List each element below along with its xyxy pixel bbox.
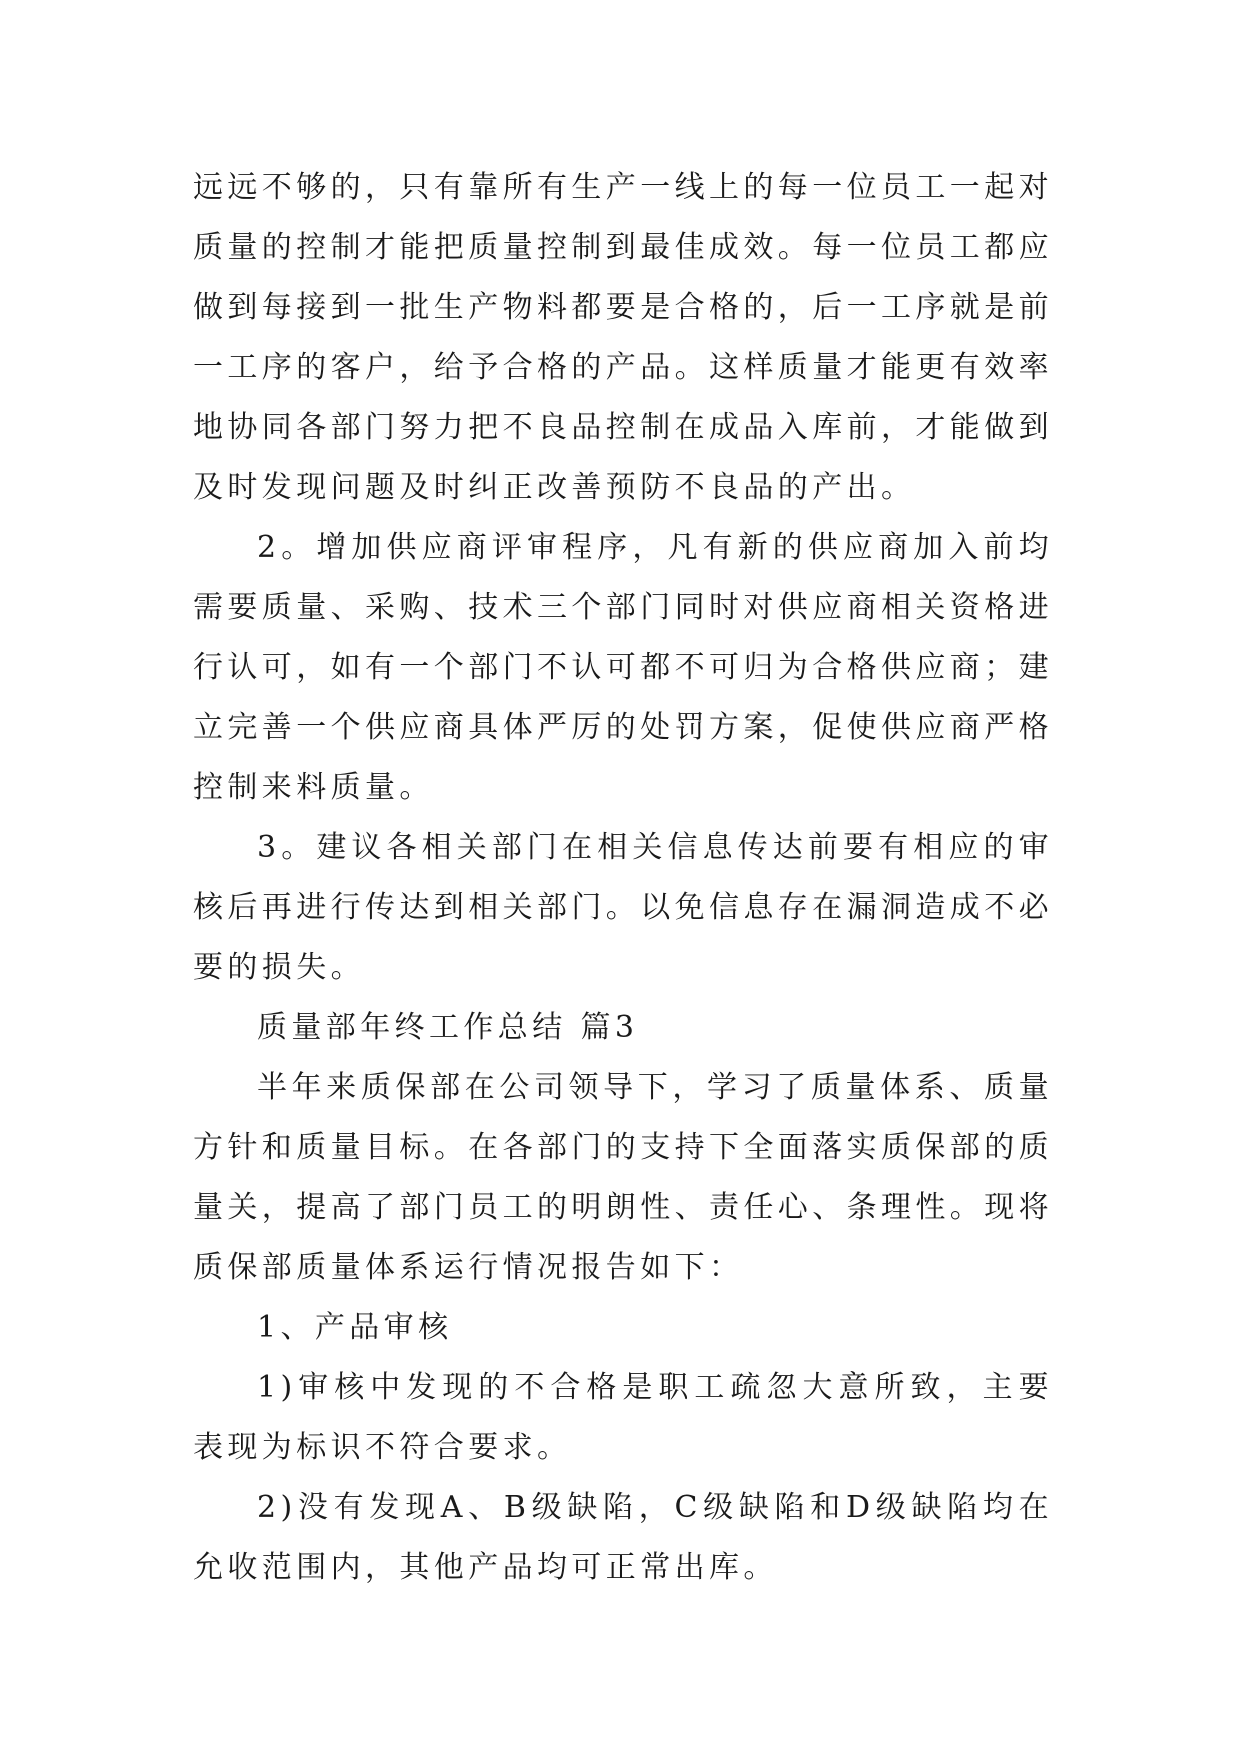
paragraph-item-2: 2。增加供应商评审程序，凡有新的供应商加入前均需要质量、采购、技术三个部门同时对供应商相关资格进行认可，如有一个部门不认可都不可归为合格供应商；建立完善一个供应商具体严厉的处罚方案，促使供应商严格控制来料质量。 bbox=[193, 530, 1053, 805]
paragraph-audit-point-2: 2)没有发现A、B级缺陷，C级缺陷和D级缺陷均在允收范围内，其他产品均可正常出库。 bbox=[193, 1490, 1053, 1585]
document-body bbox=[193, 158, 1053, 1598]
paragraph-item-3: 3。建议各相关部门在相关信息传达前要有相应的审核后再进行传达到相关部门。以免信息存在漏洞造成不必要的损失。 bbox=[193, 830, 1053, 985]
paragraph-audit-point-1: 1)审核中发现的不合格是职工疏忽大意所致，主要表现为标识不符合要求。 bbox=[193, 1370, 1053, 1465]
section-heading: 质量部年终工作总结 篇3 bbox=[257, 1010, 639, 1045]
paragraph-continuation: 远远不够的，只有靠所有生产一线上的每一位员工一起对质量的控制才能把质量控制到最佳成效。每一位员工都应做到每接到一批生产物料都要是合格的，后一工序就是前一工序的客户，给予合格的产品。这样质量才能更有效率地协同各部门努力把不良品控制在成品入库前，才能做到及时发现问题及时纠正改善预防不良品的产出。 bbox=[193, 170, 1053, 505]
subheading-product-audit: 1、产品审核 bbox=[257, 1310, 453, 1345]
paragraph-intro: 半年来质保部在公司领导下，学习了质量体系、质量方针和质量目标。在各部门的支持下全面落实质保部的质量关，提高了部门员工的明朗性、责任心、条理性。现将质保部质量体系运行情况报告如下： bbox=[193, 1070, 1053, 1285]
